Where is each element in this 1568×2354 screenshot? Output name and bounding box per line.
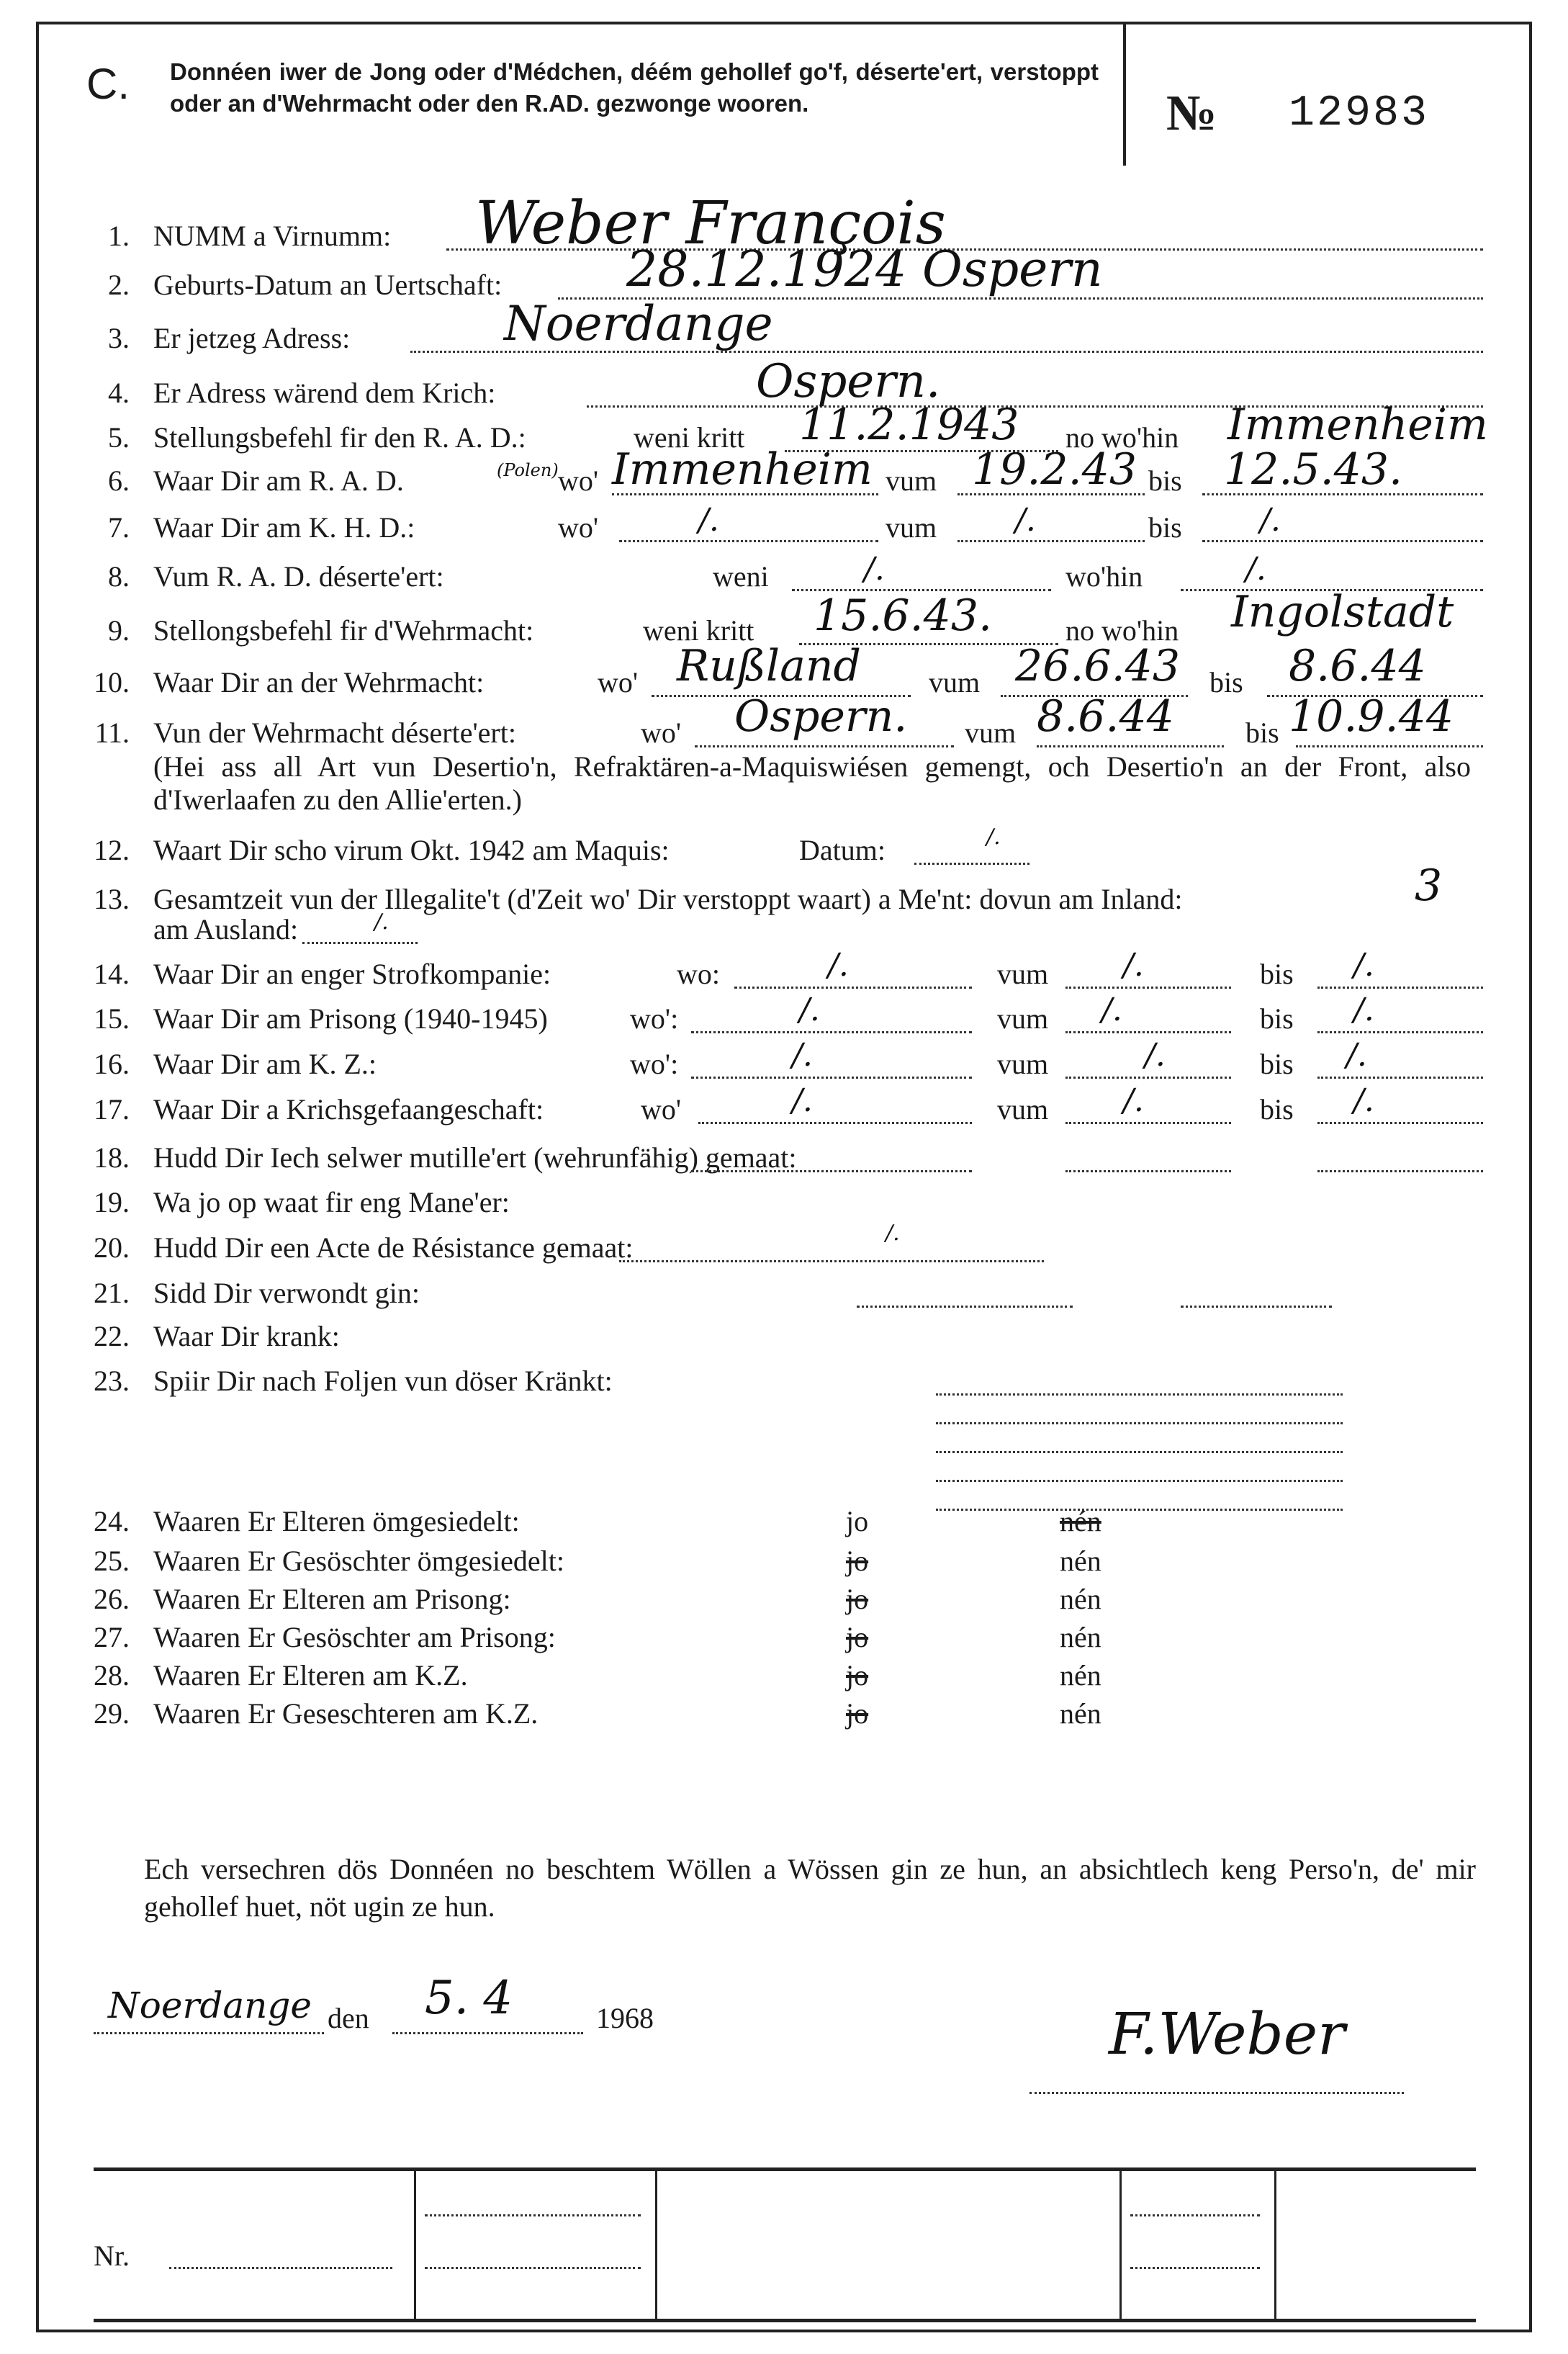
caption: weni kritt (634, 421, 745, 454)
caption: wo' (641, 716, 682, 749)
caption: vum (929, 666, 981, 698)
no-option: nén (1060, 1697, 1101, 1730)
caption: vum (997, 1002, 1049, 1035)
caption: Datum: (799, 834, 886, 866)
caption: vum (997, 958, 1049, 990)
item-label: Waaren Er Elteren ömgesiedelt: (153, 1505, 520, 1537)
item-label: Waaren Er Geseschteren am K.Z. (153, 1697, 539, 1730)
caption: wo' (558, 511, 599, 544)
dotted-line (1065, 987, 1231, 989)
rad-place: Immenheim (612, 444, 873, 495)
signature-date: 5. 4 (425, 1972, 513, 2025)
item-label: Waar Dir am K. H. D.: (153, 511, 415, 544)
item-number: 20. (94, 1231, 130, 1264)
item-label: am Ausland: (153, 913, 299, 945)
yes-option: jo (846, 1697, 869, 1730)
item-label: Waar Dir am R. A. D. (153, 464, 404, 497)
caption: bis (1209, 666, 1243, 698)
item-label: Stellongsbefehl fir d'Wehrmacht: (153, 614, 534, 647)
item-label: Waar Dir an enger Strofkompanie: (153, 958, 551, 990)
wm-place: Rußland (677, 641, 861, 691)
caption: vum (965, 716, 1017, 749)
rad-from: 19.2.43 (972, 444, 1137, 495)
dotted-line (1296, 745, 1483, 747)
dotted-line (1202, 540, 1483, 542)
item-number: 19. (94, 1186, 130, 1218)
caption: weni (713, 560, 769, 593)
item-number: 23. (94, 1365, 130, 1397)
dotted-line (619, 540, 878, 542)
footer-divider (1274, 2169, 1276, 2319)
item-number: 6. (108, 464, 130, 497)
value: /. (1101, 992, 1122, 1028)
item-number: 5. (108, 421, 130, 454)
item-label: Sidd Dir verwondt gin: (153, 1277, 420, 1309)
dotted-line (1037, 745, 1224, 747)
dotted-line (1029, 2092, 1404, 2094)
item-label: Er jetzeg Adress: (153, 322, 351, 354)
wm-order-place: Ingolstadt (1231, 587, 1454, 637)
maquis-date: /. (986, 825, 1001, 850)
dotted-line (1065, 1122, 1231, 1124)
item-number: 9. (108, 614, 130, 647)
caption: vum (997, 1093, 1049, 1126)
header-divider (1123, 22, 1126, 166)
yes-option: jo (846, 1621, 869, 1653)
yes-option: jo (846, 1505, 869, 1537)
section-letter: C. (86, 60, 130, 108)
item-number: 26. (94, 1583, 130, 1615)
dotted-line (857, 1306, 1073, 1308)
footer-nr-label: Nr. (94, 2240, 130, 2272)
item-number: 8. (108, 560, 130, 593)
dotted-line (1130, 2267, 1260, 2269)
caption: wo: (677, 958, 720, 990)
item-label: Spiir Dir nach Foljen vun döser Kränkt: (153, 1365, 613, 1397)
item-number: 2. (108, 269, 130, 301)
item-label: Vum R. A. D. déserte'ert: (153, 560, 444, 593)
caption: no wo'hin (1065, 421, 1179, 454)
item-number: 11. (94, 716, 130, 749)
footer-divider (655, 2169, 657, 2319)
item-label: Vun der Wehrmacht déserte'ert: (153, 716, 516, 749)
caption: bis (1148, 464, 1182, 497)
note: (Polen) (497, 460, 559, 480)
caption: bis (1260, 1002, 1294, 1035)
value: /. (1346, 1037, 1367, 1074)
item-number: 21. (94, 1277, 130, 1309)
value: /. (799, 992, 820, 1028)
value: /. (1353, 947, 1374, 984)
no-option: nén (1060, 1659, 1101, 1692)
dotted-line (1130, 2214, 1260, 2216)
footer-top-line (94, 2167, 1476, 2171)
no-option: nén (1060, 1583, 1101, 1615)
value: /. (886, 1221, 900, 1246)
birth-value: 28.12.1924 Ospern (626, 241, 1103, 298)
item-number: 12. (94, 834, 130, 866)
dotted-line (734, 987, 972, 989)
item-label: NUMM a Virnumm: (153, 220, 392, 252)
caption: vum (997, 1048, 1049, 1080)
item-label: Waaren Er Elteren am K.Z. (153, 1659, 468, 1692)
inland-months: 3 (1415, 861, 1443, 911)
caption: bis (1245, 716, 1279, 749)
caption: vum (886, 511, 937, 544)
item-label: Waart Dir scho virum Okt. 1942 am Maquis: (153, 834, 670, 866)
yes-option: jo (846, 1583, 869, 1615)
name-value: Weber François (475, 189, 946, 258)
dotted-line (94, 2032, 324, 2034)
caption: weni kritt (643, 614, 754, 647)
item-label: Waar Dir am K. Z.: (153, 1048, 377, 1080)
item-number: 28. (94, 1659, 130, 1692)
caption: vum (886, 464, 937, 497)
value: /. (1123, 947, 1144, 984)
caption: wo' (598, 666, 639, 698)
item-number: 25. (94, 1545, 130, 1577)
value: /. (792, 1082, 813, 1119)
caption: bis (1148, 511, 1182, 544)
dotted-line (958, 540, 1145, 542)
rad-order-place: Immenheim (1227, 400, 1488, 450)
dotted-line (302, 942, 418, 944)
item-label: Waaren Er Gesöschter am Prisong: (153, 1621, 556, 1653)
dotted-line (698, 1122, 972, 1124)
desert-from: 8.6.44 (1037, 691, 1174, 742)
item-label: Waar Dir krank: (153, 1320, 340, 1352)
address-value: Noerdange (504, 296, 773, 351)
value: /. (1145, 1037, 1166, 1074)
desert-place: Ospern. (734, 691, 908, 742)
no-option: nén (1060, 1545, 1101, 1577)
caption: wo' (641, 1093, 682, 1126)
caption: wo': (630, 1002, 679, 1035)
footer-divider (1119, 2169, 1122, 2319)
war-address-value: Ospern. (756, 355, 941, 408)
yes-option: jo (846, 1545, 869, 1577)
value: /. (1123, 1082, 1144, 1119)
item-label: Waar Dir am Prisong (1940-1945) (153, 1002, 548, 1035)
item-number: 27. (94, 1621, 130, 1653)
signature-year: 1968 (596, 2002, 654, 2034)
dotted-line (425, 2267, 641, 2269)
dotted-line (1065, 1170, 1231, 1172)
form-number: 12983 (1289, 89, 1430, 138)
item-number: 7. (108, 511, 130, 544)
dotted-line (1065, 1031, 1231, 1033)
item-number: 18. (94, 1141, 130, 1174)
signature: F.Weber (1109, 2000, 1346, 2067)
item-label: Hudd Dir een Acte de Résistance gemaat: (153, 1231, 634, 1264)
rad-desert-date: /. (864, 551, 885, 588)
signature-place: Noerdange (108, 1985, 312, 2026)
caption: bis (1260, 958, 1294, 990)
item-number: 29. (94, 1697, 130, 1730)
no-option: nén (1060, 1505, 1101, 1537)
caption: bis (1260, 1048, 1294, 1080)
form-title: Donnéen iwer de Jong oder d'Médchen, déém gehollef go'f, déserte'ert, verstoppt oder an d'Wehrmacht oder den R.AD. gezwonge wooren. (170, 58, 1099, 117)
item-label: Wa jo op waat fir eng Mane'er: (153, 1186, 510, 1218)
dotted-line (1317, 1170, 1483, 1172)
khd-to: /. (1260, 502, 1281, 539)
dotted-line (936, 1393, 1343, 1396)
dotted-line (936, 1422, 1343, 1424)
item-label: Er Adress wärend dem Krich: (153, 377, 496, 409)
item-number: 3. (108, 322, 130, 354)
dotted-line (691, 1077, 972, 1079)
dotted-line (914, 863, 1029, 865)
value: /. (1353, 1082, 1374, 1119)
dotted-line (619, 1260, 1044, 1262)
item-number: 10. (94, 666, 130, 698)
value: /. (828, 947, 849, 984)
khd-from: /. (1015, 502, 1036, 539)
dotted-line (695, 745, 954, 747)
item-label: Hudd Dir Iech selwer mutille'ert (wehrunfähig) gemaat: (153, 1141, 797, 1174)
item-label: Stellungsbefehl fir den R. A. D.: (153, 421, 526, 454)
dotted-line (936, 1509, 1343, 1511)
dotted-line (1317, 1122, 1483, 1124)
item-number: 15. (94, 1002, 130, 1035)
dotted-line (169, 2267, 392, 2269)
dotted-line (1065, 1077, 1231, 1079)
item-label: Gesamtzeit vun der Illegalite't (d'Zeit wo' Dir verstoppt waart) a Me'nt: dovun am Inland: (153, 883, 1183, 915)
dotted-line (1181, 1306, 1332, 1308)
desert-to: 10.9.44 (1289, 691, 1454, 742)
item-number: 24. (94, 1505, 130, 1537)
number-symbol: № (1166, 86, 1217, 141)
declaration-text: Ech versechren dös Donnéen no beschtem Wöllen a Wössen gin ze hun, an absichtlech keng Perso'n, de' mir gehollef huet, nöt ugin ze hun. (144, 1853, 1476, 1923)
item-number: 1. (108, 220, 130, 252)
caption: wo' (558, 464, 599, 497)
item-label: Waaren Er Gesöschter ömgesiedelt: (153, 1545, 564, 1577)
item-label: Geburts-Datum an Uertschaft: (153, 269, 503, 301)
wm-to: 8.6.44 (1289, 641, 1426, 691)
value: /. (1353, 992, 1374, 1028)
item-label: Waaren Er Elteren am Prisong: (153, 1583, 511, 1615)
dotted-line (425, 2214, 641, 2216)
item-number: 16. (94, 1048, 130, 1080)
wm-order-date: 15.6.43. (814, 590, 993, 641)
caption: wo': (630, 1048, 679, 1080)
footer-divider (414, 2169, 416, 2319)
dotted-line (691, 1170, 972, 1172)
item-note: (Hei ass all Art vun Desertio'n, Refraktären-a-Maquiswiésen gemengt, och Desertio'n an der Front, also d'Iwerlaafen zu den Allie'erten.) (153, 750, 1471, 816)
item-number: 14. (94, 958, 130, 990)
item-number: 22. (94, 1320, 130, 1352)
item-number: 13. (94, 883, 130, 915)
caption: wo'hin (1065, 560, 1143, 593)
item-label: Waar Dir an der Wehrmacht: (153, 666, 485, 698)
caption: no wo'hin (1065, 614, 1179, 647)
yes-option: jo (846, 1659, 869, 1692)
dotted-line (1317, 987, 1483, 989)
khd-place: /. (698, 502, 719, 539)
rad-desert-place: /. (1245, 551, 1266, 588)
abroad-months: /. (374, 909, 389, 935)
value: /. (792, 1037, 813, 1074)
item-number: 4. (108, 377, 130, 409)
no-option: nén (1060, 1621, 1101, 1653)
rad-to: 12.5.43. (1224, 444, 1403, 495)
dotted-line (1317, 1031, 1483, 1033)
caption: den (328, 2002, 369, 2034)
wm-from: 26.6.43 (1015, 641, 1181, 691)
item-number: 17. (94, 1093, 130, 1126)
caption: bis (1260, 1093, 1294, 1126)
dotted-line (936, 1480, 1343, 1482)
dotted-line (936, 1451, 1343, 1453)
footer-bottom-line (94, 2319, 1476, 2322)
dotted-line (392, 2032, 583, 2034)
dotted-line (691, 1031, 972, 1033)
item-label: Waar Dir a Krichsgefaangeschaft: (153, 1093, 544, 1126)
dotted-line (1317, 1077, 1483, 1079)
rad-order-date: 11.2.1943 (799, 400, 1019, 450)
